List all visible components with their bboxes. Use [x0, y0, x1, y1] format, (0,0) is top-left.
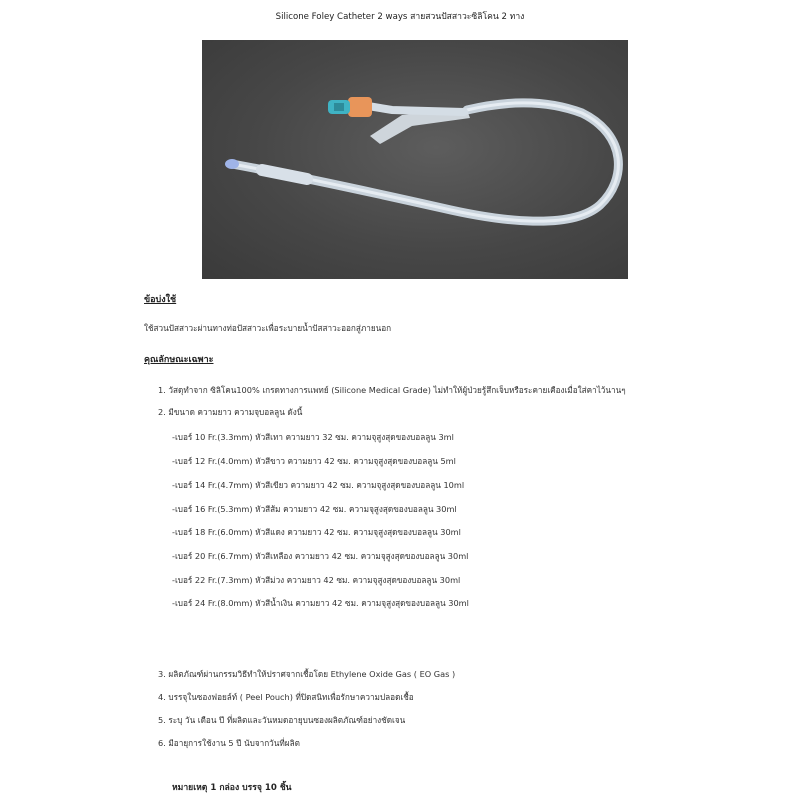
size-line: -เบอร์ 16 Fr.(5.3mm) หัวสีส้ม ความยาว 42 ซม. ความจุสูงสุดของบอลลูน 30ml — [172, 504, 457, 514]
indications-text: ใช้สวนปัสสาวะผ่านทางท่อปัสสาวะเพื่อระบายน้ำปัสสาวะออกสู่ภายนอก — [144, 323, 392, 333]
indications-heading: ข้อบ่งใช้ — [144, 295, 177, 305]
size-line: -เบอร์ 10 Fr.(3.3mm) หัวสีเทา ความยาว 32 ซม. ความจุสูงสุดของบอลลูน 3ml — [172, 432, 454, 442]
feature-item-5: 5. ระบุ วัน เดือน ปี ที่ผลิตและวันหมดอายุบนซองผลิตภัณฑ์อย่างชัดเจน — [158, 715, 406, 725]
foley-catheter-image — [202, 40, 628, 279]
valve-orange-cap — [348, 97, 372, 117]
product-photo — [202, 40, 628, 279]
catheter-tip — [225, 159, 239, 169]
size-line: -เบอร์ 18 Fr.(6.0mm) หัวสีแดง ความยาว 42 ซม. ความจุสูงสุดของบอลลูน 30ml — [172, 527, 461, 537]
catheter-inflation-arm — [368, 106, 464, 112]
size-line: -เบอร์ 24 Fr.(8.0mm) หัวสีน้ำเงิน ความยาว 42 ซม. ความจุสูงสุดของบอลลูน 30ml — [172, 598, 469, 608]
feature-item-1: 1. วัสดุทำจาก ซิลิโคน100% เกรดทางการแพทย์ (Silicone Medical Grade) ไม่ทำให้ผู้ป่วยรู้สึกเจ็บหรือระคายเคืองเมื่อใส่คาไว้นานๆ — [158, 385, 626, 395]
size-line: -เบอร์ 22 Fr.(7.3mm) หัวสีม่วง ความยาว 42 ซม. ความจุสูงสุดของบอลลูน 30ml — [172, 575, 461, 585]
feature-item-3: 3. ผลิตภัณฑ์ผ่านกรรมวิธีทำให้ปราศจากเชื้อโดย Ethylene Oxide Gas ( EO Gas ) — [158, 669, 456, 679]
size-line: -เบอร์ 12 Fr.(4.0mm) หัวสีขาว ความยาว 42 ซม. ความจุสูงสุดของบอลลูน 5ml — [172, 456, 456, 466]
feature-item-4: 4. บรรจุในซองฟอยล์ท์ ( Peel Pouch) ที่ปิดสนิทเพื่อรักษาความปลอดเชื้อ — [158, 692, 414, 702]
features-heading: คุณลักษณะเฉพาะ — [144, 355, 214, 365]
package-note: หมายเหตุ 1 กล่อง บรรจุ 10 ชิ้น — [172, 783, 292, 793]
catheter-balloon — [262, 170, 307, 179]
feature-item-2: 2. มีขนาด ความยาว ความจุบอลลูน ดังนี้ — [158, 407, 303, 417]
size-line: -เบอร์ 14 Fr.(4.7mm) หัวสีเขียว ความยาว 42 ซม. ความจุสูงสุดของบอลลูน 10ml — [172, 480, 465, 490]
feature-item-6: 6. มีอายุการใช้งาน 5 ปี นับจากวันที่ผลิต — [158, 738, 300, 748]
page-title: Silicone Foley Catheter 2 ways สายสวนปัสสาวะซิลิโคน 2 ทาง — [275, 12, 525, 22]
size-line: -เบอร์ 20 Fr.(6.7mm) หัวสีเหลือง ความยาว 42 ซม. ความจุสูงสุดของบอลลูน 30ml — [172, 551, 469, 561]
